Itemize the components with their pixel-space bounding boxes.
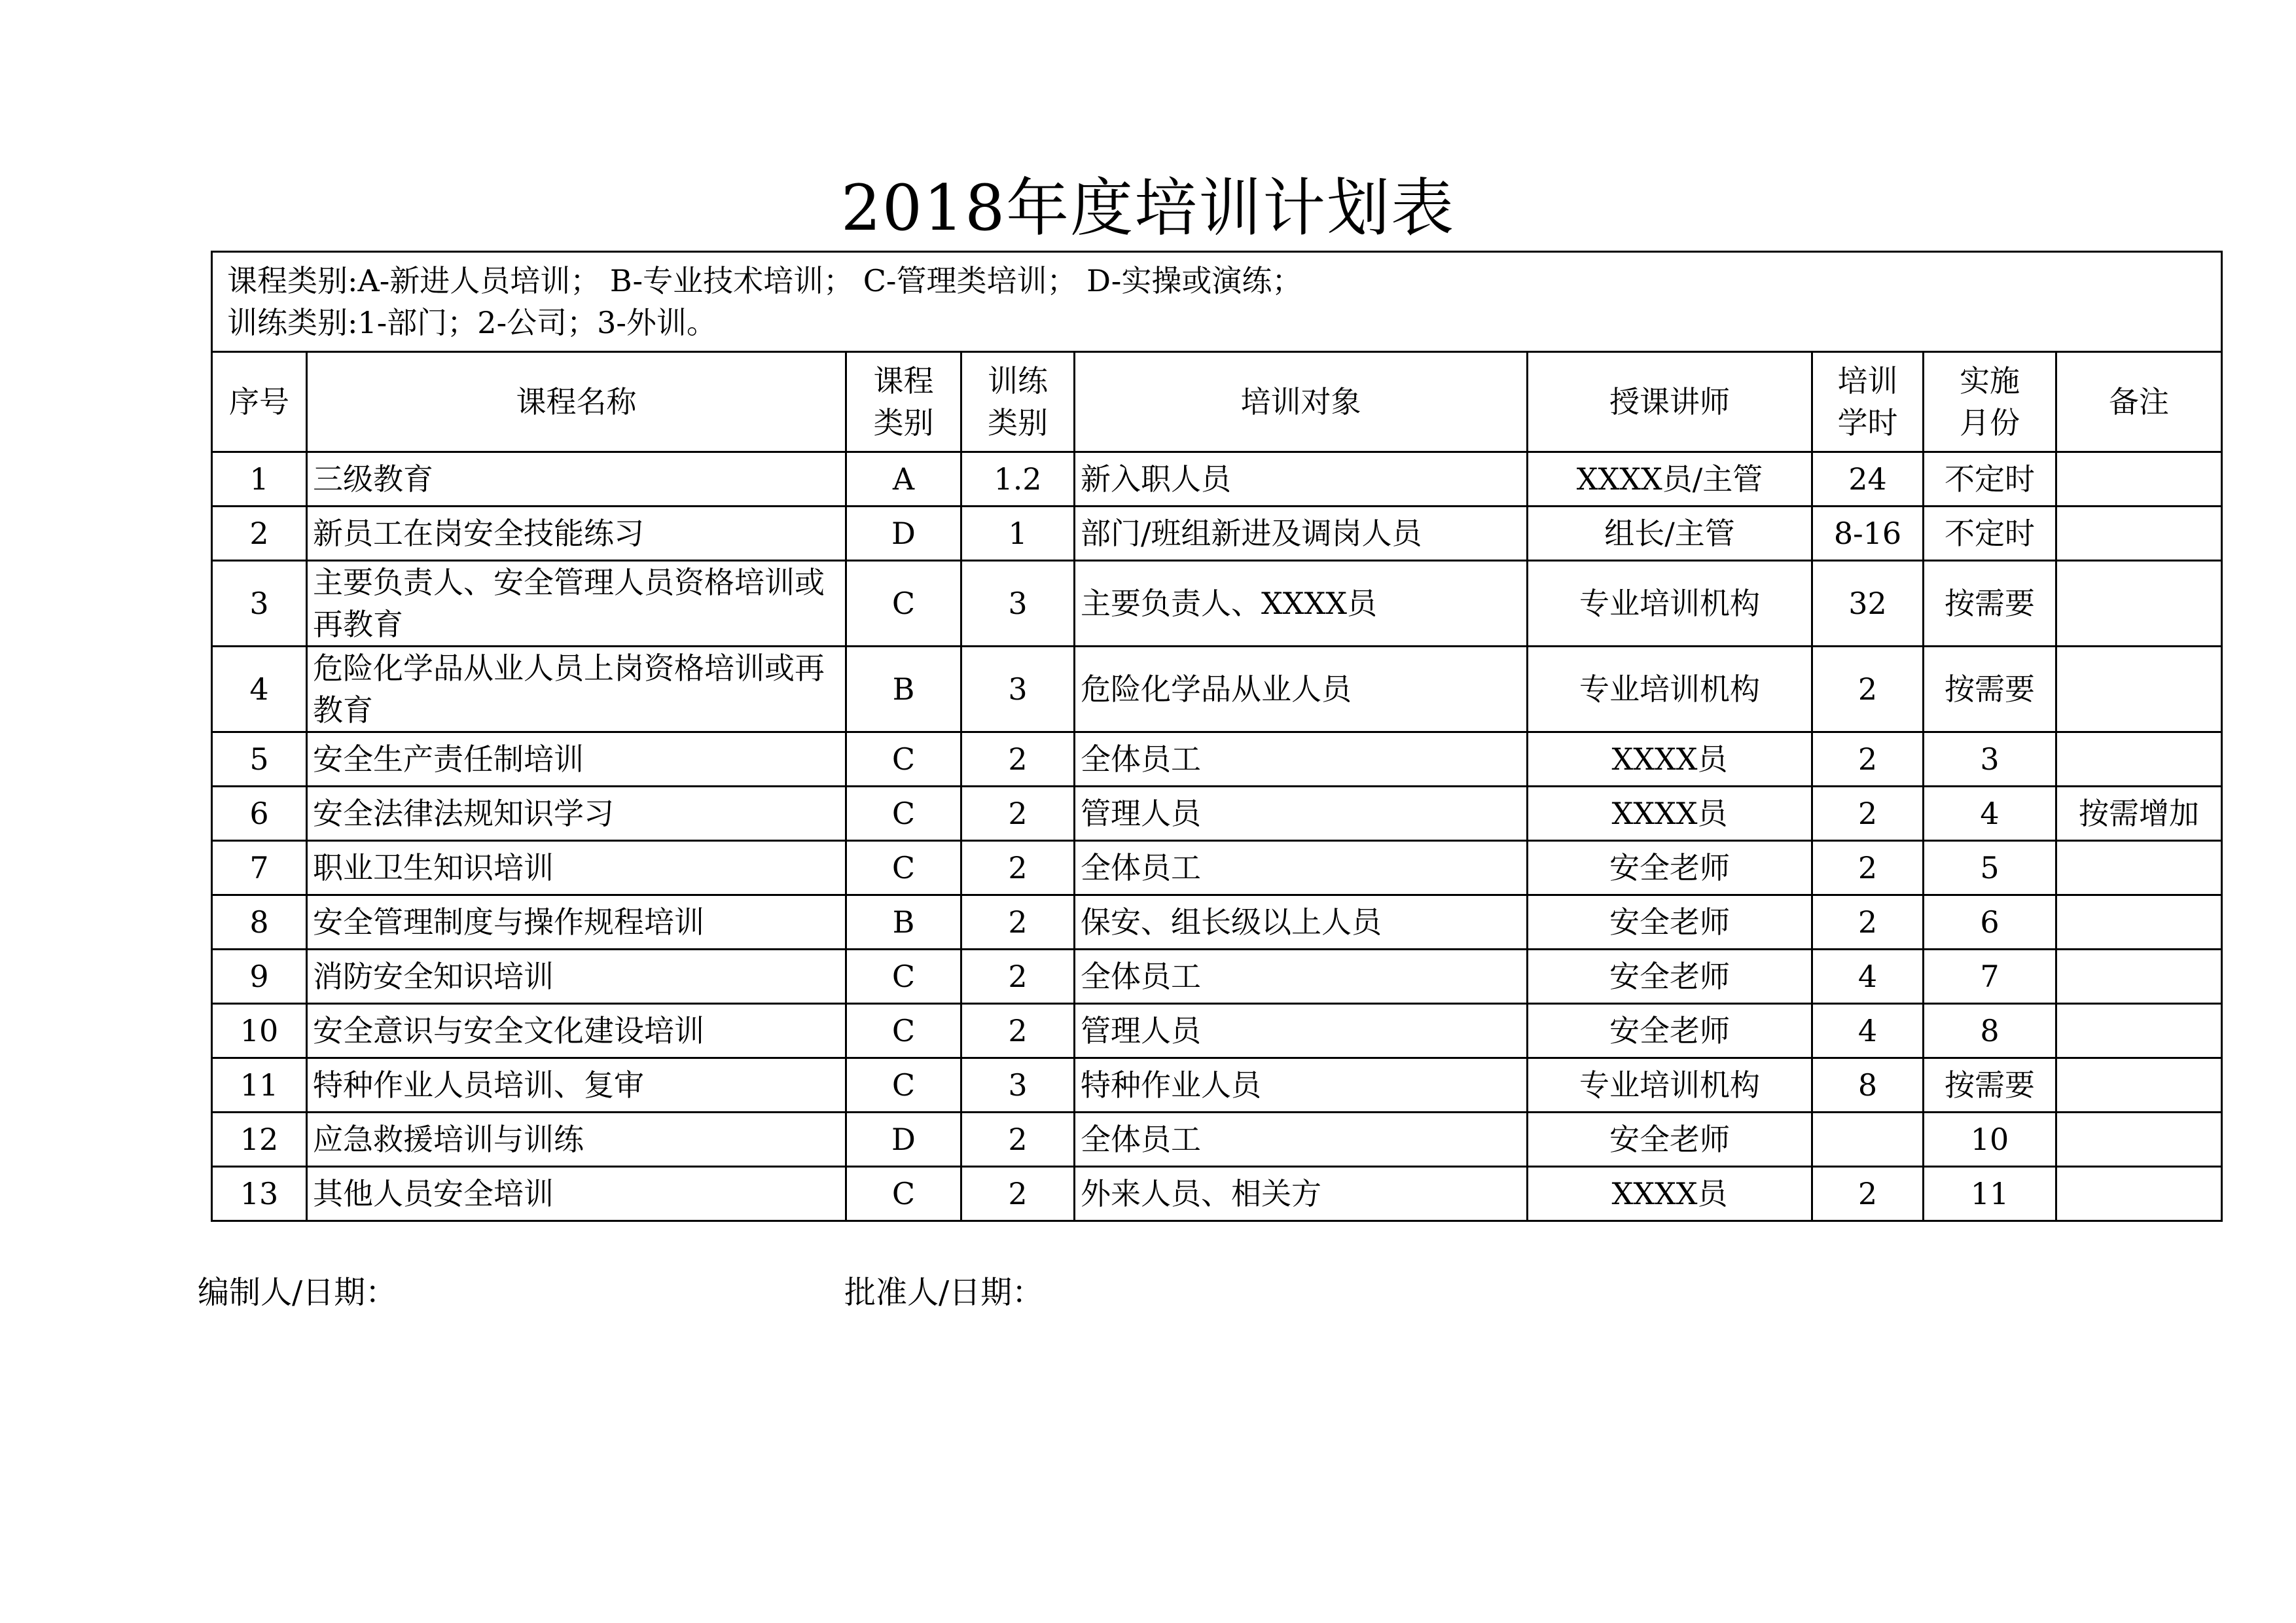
cell-no: 11 [212, 1058, 307, 1113]
cell-training-type: 1 [961, 507, 1075, 561]
cell-training-type: 2 [961, 950, 1075, 1004]
cell-hours: 2 [1812, 647, 1924, 732]
table-row [212, 787, 2222, 841]
cell-remark [2056, 895, 2222, 950]
cell-month: 8 [1924, 1004, 2056, 1058]
cell-name: 其他人员安全培训 [307, 1167, 846, 1221]
cell-hours: 2 [1812, 841, 1924, 895]
cell-remark [2056, 1167, 2222, 1221]
cell-training-type: 3 [961, 647, 1075, 732]
table-row [212, 561, 2222, 647]
legend-row [212, 252, 2222, 352]
cell-month: 按需要 [1924, 1058, 2056, 1113]
cell-hours: 32 [1812, 561, 1924, 647]
cell-training-type: 2 [961, 1004, 1075, 1058]
cell-target: 管理人员 [1075, 787, 1528, 841]
header-remark: 备注 [2056, 352, 2222, 452]
cell-month: 按需要 [1924, 647, 2056, 732]
cell-no: 4 [212, 647, 307, 732]
cell-month: 4 [1924, 787, 2056, 841]
cell-month: 不定时 [1924, 507, 2056, 561]
header-month: 实施 月份 [1924, 352, 2056, 452]
training-plan-table [211, 251, 2223, 1222]
cell-lecturer: 安全老师 [1528, 1113, 1812, 1167]
cell-course-type: C [846, 1167, 961, 1221]
cell-target: 管理人员 [1075, 1004, 1528, 1058]
cell-training-type: 2 [961, 1167, 1075, 1221]
cell-name: 新员工在岗安全技能练习 [307, 507, 846, 561]
cell-no: 2 [212, 507, 307, 561]
header-hours: 培训 学时 [1812, 352, 1924, 452]
table-row [212, 1113, 2222, 1167]
cell-course-type: C [846, 732, 961, 787]
cell-month: 3 [1924, 732, 2056, 787]
cell-course-type: C [846, 561, 961, 647]
cell-lecturer: 安全老师 [1528, 841, 1812, 895]
cell-name: 主要负责人、安全管理人员资格培训或再教育 [307, 561, 846, 647]
compiler-signature-label: 编制人/日期： [198, 1274, 397, 1311]
cell-target: 特种作业人员 [1075, 1058, 1528, 1113]
cell-hours: 2 [1812, 1167, 1924, 1221]
table-row [212, 895, 2222, 950]
header-target: 培训对象 [1075, 352, 1528, 452]
header-course-type: 课程 类别 [846, 352, 961, 452]
cell-training-type: 2 [961, 732, 1075, 787]
cell-remark [2056, 561, 2222, 647]
cell-name: 安全管理制度与操作规程培训 [307, 895, 846, 950]
cell-no: 12 [212, 1113, 307, 1167]
cell-month: 11 [1924, 1167, 2056, 1221]
training-type-legend: 训练类别:1-部门；2-公司；3-外训。 [227, 305, 717, 340]
cell-course-type: C [846, 841, 961, 895]
cell-no: 3 [212, 561, 307, 647]
cell-lecturer: XXXX员 [1528, 1167, 1812, 1221]
cell-hours: 4 [1812, 950, 1924, 1004]
cell-lecturer: 专业培训机构 [1528, 561, 1812, 647]
cell-lecturer: 安全老师 [1528, 950, 1812, 1004]
cell-remark [2056, 950, 2222, 1004]
cell-remark: 按需增加 [2056, 787, 2222, 841]
cell-no: 7 [212, 841, 307, 895]
cell-month: 按需要 [1924, 561, 2056, 647]
cell-name: 危险化学品从业人员上岗资格培训或再教育 [307, 647, 846, 732]
header-training-type: 训练 类别 [961, 352, 1075, 452]
cell-lecturer: 安全老师 [1528, 1004, 1812, 1058]
cell-course-type: D [846, 1113, 961, 1167]
cell-name: 安全法律法规知识学习 [307, 787, 846, 841]
cell-name: 安全意识与安全文化建设培训 [307, 1004, 846, 1058]
cell-target: 部门/班组新进及调岗人员 [1075, 507, 1528, 561]
cell-lecturer: 专业培训机构 [1528, 1058, 1812, 1113]
cell-no: 5 [212, 732, 307, 787]
cell-target: 危险化学品从业人员 [1075, 647, 1528, 732]
cell-course-type: C [846, 1004, 961, 1058]
cell-name: 特种作业人员培训、复审 [307, 1058, 846, 1113]
cell-name: 应急救援培训与训练 [307, 1113, 846, 1167]
table-row [212, 1167, 2222, 1221]
cell-lecturer: 安全老师 [1528, 895, 1812, 950]
cell-name: 职业卫生知识培训 [307, 841, 846, 895]
cell-lecturer: 专业培训机构 [1528, 647, 1812, 732]
cell-no: 9 [212, 950, 307, 1004]
cell-remark [2056, 1004, 2222, 1058]
cell-hours: 8-16 [1812, 507, 1924, 561]
cell-course-type: C [846, 950, 961, 1004]
cell-target: 保安、组长级以上人员 [1075, 895, 1528, 950]
cell-month: 5 [1924, 841, 2056, 895]
cell-lecturer: XXXX员 [1528, 732, 1812, 787]
cell-no: 6 [212, 787, 307, 841]
cell-remark [2056, 841, 2222, 895]
cell-training-type: 2 [961, 895, 1075, 950]
cell-name: 三级教育 [307, 452, 846, 507]
legend-cell [212, 252, 2222, 352]
table-row [212, 647, 2222, 732]
cell-hours [1812, 1113, 1924, 1167]
cell-no: 10 [212, 1004, 307, 1058]
approver-signature-label: 批准人/日期： [844, 1274, 1044, 1311]
table-row [212, 1058, 2222, 1113]
cell-no: 8 [212, 895, 307, 950]
header-no: 序号 [212, 352, 307, 452]
course-type-legend: 课程类别:A-新进人员培训； B-专业技术培训； C-管理类培训； D-实操或演练； [227, 263, 1302, 298]
cell-hours: 24 [1812, 452, 1924, 507]
cell-hours: 8 [1812, 1058, 1924, 1113]
cell-hours: 2 [1812, 895, 1924, 950]
cell-target: 全体员工 [1075, 1113, 1528, 1167]
cell-course-type: C [846, 1058, 961, 1113]
cell-training-type: 2 [961, 841, 1075, 895]
cell-training-type: 1.2 [961, 452, 1075, 507]
header-course-name: 课程名称 [307, 352, 846, 452]
cell-month: 不定时 [1924, 452, 2056, 507]
cell-target: 全体员工 [1075, 732, 1528, 787]
cell-course-type: D [846, 507, 961, 561]
cell-month: 10 [1924, 1113, 2056, 1167]
cell-hours: 4 [1812, 1004, 1924, 1058]
cell-target: 全体员工 [1075, 950, 1528, 1004]
header-row [212, 352, 2222, 452]
cell-course-type: B [846, 895, 961, 950]
table-row [212, 452, 2222, 507]
cell-month: 6 [1924, 895, 2056, 950]
cell-name: 消防安全知识培训 [307, 950, 846, 1004]
cell-course-type: C [846, 787, 961, 841]
cell-course-type: B [846, 647, 961, 732]
cell-target: 新入职人员 [1075, 452, 1528, 507]
cell-training-type: 3 [961, 561, 1075, 647]
cell-course-type: A [846, 452, 961, 507]
cell-target: 全体员工 [1075, 841, 1528, 895]
cell-hours: 2 [1812, 732, 1924, 787]
cell-no: 13 [212, 1167, 307, 1221]
table-row [212, 507, 2222, 561]
cell-name: 安全生产责任制培训 [307, 732, 846, 787]
cell-remark [2056, 647, 2222, 732]
cell-lecturer: XXXX员 [1528, 787, 1812, 841]
cell-remark [2056, 732, 2222, 787]
cell-no: 1 [212, 452, 307, 507]
cell-lecturer: XXXX员/主管 [1528, 452, 1812, 507]
cell-lecturer: 组长/主管 [1528, 507, 1812, 561]
cell-target: 主要负责人、XXXX员 [1075, 561, 1528, 647]
cell-remark [2056, 1113, 2222, 1167]
cell-remark [2056, 452, 2222, 507]
cell-training-type: 2 [961, 1113, 1075, 1167]
cell-training-type: 3 [961, 1058, 1075, 1113]
cell-hours: 2 [1812, 787, 1924, 841]
header-lecturer: 授课讲师 [1528, 352, 1812, 452]
document-title: 2018年度培训计划表 [840, 171, 1456, 245]
cell-training-type: 2 [961, 787, 1075, 841]
table-row [212, 732, 2222, 787]
cell-remark [2056, 1058, 2222, 1113]
cell-month: 7 [1924, 950, 2056, 1004]
cell-remark [2056, 507, 2222, 561]
table-row [212, 950, 2222, 1004]
cell-target: 外来人员、相关方 [1075, 1167, 1528, 1221]
table-row [212, 1004, 2222, 1058]
table-row [212, 841, 2222, 895]
